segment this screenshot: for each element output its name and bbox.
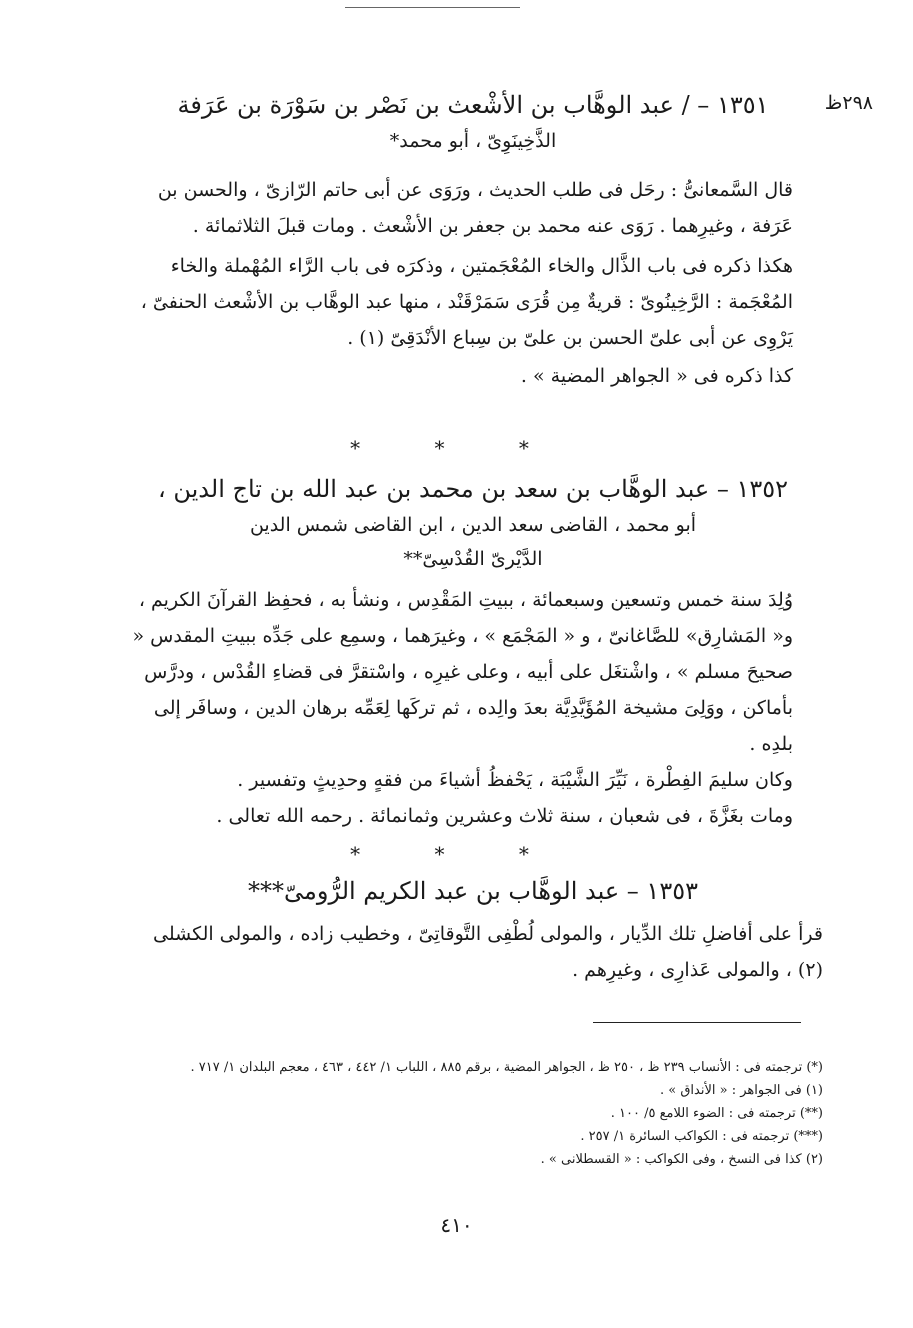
entry-1352: [123, 470, 823, 834]
paragraph: قال السَّمعانىُّ : رحَل فى طلب الحديث ، ورَوَى عن أبى حاتم الرّازىّ ، والحسن بن عَرَفة ، وغيرِهما . رَوَى عنه محمد بن جعفر بن الأشْعث . ومات قبلَ الثلاثمائة .: [157, 179, 793, 237]
entry-title: ١٣٥١ – / عبد الوهَّاب بن الأشْعث بن نَصْر بن سَوْرَة بن عَرَفة: [177, 91, 769, 119]
footnotes: [123, 1056, 823, 1171]
footnote: (*) ترجمته فى : الأنساب ٢٣٩ ظ ، ٢٥٠ ظ ، الجواهر المضية ، برقم ٨٨٥ ، اللباب ١/ ٤٤٢ ، ٤٦٣ ، معجم البلدان ١/ ٧١٧ .: [190, 1060, 823, 1075]
entry-subtitle: الذَّخِينَوِىّ ، أبو محمد*: [389, 130, 557, 152]
paragraph: وُلِدَ سنة خمس وتسعين وسبعمائة ، ببيتِ المَقْدِس ، ونشأ به ، فحفِظ القرآنَ الكريم ، و« المَشارِق» للصَّاغانىّ ، و « المَجْمَع » ، وغيرَهما ، وسمِع على جَدِّه ببيتِ المقدس « صحيحَ مسلم » ، واشْتغَل على أبيه ، وعلى غيرِه ، واسْتقرَّ فى قضاءِ القُدْس ، ودرَّس بأماكن ، ووَلِىَ مشيخة المُؤَيَّدِيَّة بعدَ والِده ، ثم تركَها لِعَمِّه برهان الدين ، وسافَر إلى بلدِه .: [132, 589, 793, 755]
paragraph: ومات بغَزَّةَ ، فى شعبان ، سنة ثلاث وعشرين وثمانمائة . رحمه الله تعالى .: [216, 805, 793, 827]
section-separator: * * *: [350, 436, 563, 460]
footnote-rule: [593, 1022, 801, 1023]
footnote: (**) ترجمته فى : الضوء اللامع ٥/ ١٠٠ .: [610, 1106, 823, 1121]
paragraph: هكذا ذكره فى باب الذَّال والخاء المُعْجَمتين ، وذكرَه فى باب الرَّاء المُهْملة والخاء المُعْجَمة : الرَّخِينُوىّ : قريةٌ مِن قُرَى سَمَرْقَنْد ، منها عبد الوهَّاب بن الأشْعث الحنفىّ ، يَرْوِى عن أبى علىّ الحسن بن علىّ بن سِباع الأنْدَقِىّ (١) .: [140, 255, 793, 349]
footnote: (***) ترجمته فى : الكواكب السائرة ١/ ٢٥٧ .: [580, 1129, 823, 1144]
top-rule: [345, 7, 520, 8]
paragraph: كذا ذكره فى « الجواهر المضية » .: [520, 365, 793, 387]
entry-title: ١٣٥٢ – عبد الوهَّاب بن سعد بن محمد بن عبد الله بن تاج الدين ،: [157, 475, 789, 503]
entry-1351: [123, 86, 823, 394]
page-number: ٤١٠: [440, 1213, 473, 1237]
entry-title: ١٣٥٣ – عبد الوهَّاب بن عبد الكريم الرُّومىّ***: [248, 877, 698, 905]
paragraph: وكان سليمَ الفِطْرة ، نَيِّرَ الشَّيْبَة ، يَحْفظُ أشياءَ من فقهٍ وحدِيثٍ وتفسير .: [237, 769, 793, 791]
entry-subtitle: الدَّيْرىّ القُدْسِىّ**: [403, 548, 543, 570]
paragraph: قرأ على أفاضلِ تلك الدِّيار ، والمولى لُطْفِى التَّوقاتِىّ ، وخطيب زاده ، والمولى الكشلى (٢) ، والمولى عَذارِى ، وغيرِهم .: [153, 923, 823, 981]
manuscript-reference: ٢٩٨ظ: [824, 92, 873, 114]
entry-1353: [123, 872, 823, 988]
section-separator: * * *: [350, 842, 563, 866]
entry-subtitle: أبو محمد ، القاضى سعد الدين ، ابن القاضى شمس الدين: [249, 514, 697, 536]
footnote: (٢) كذا فى النسخ ، وفى الكواكب : « القسطلانى » .: [540, 1152, 823, 1167]
footnote: (١) فى الجواهر : « الأنداق » .: [659, 1083, 823, 1098]
